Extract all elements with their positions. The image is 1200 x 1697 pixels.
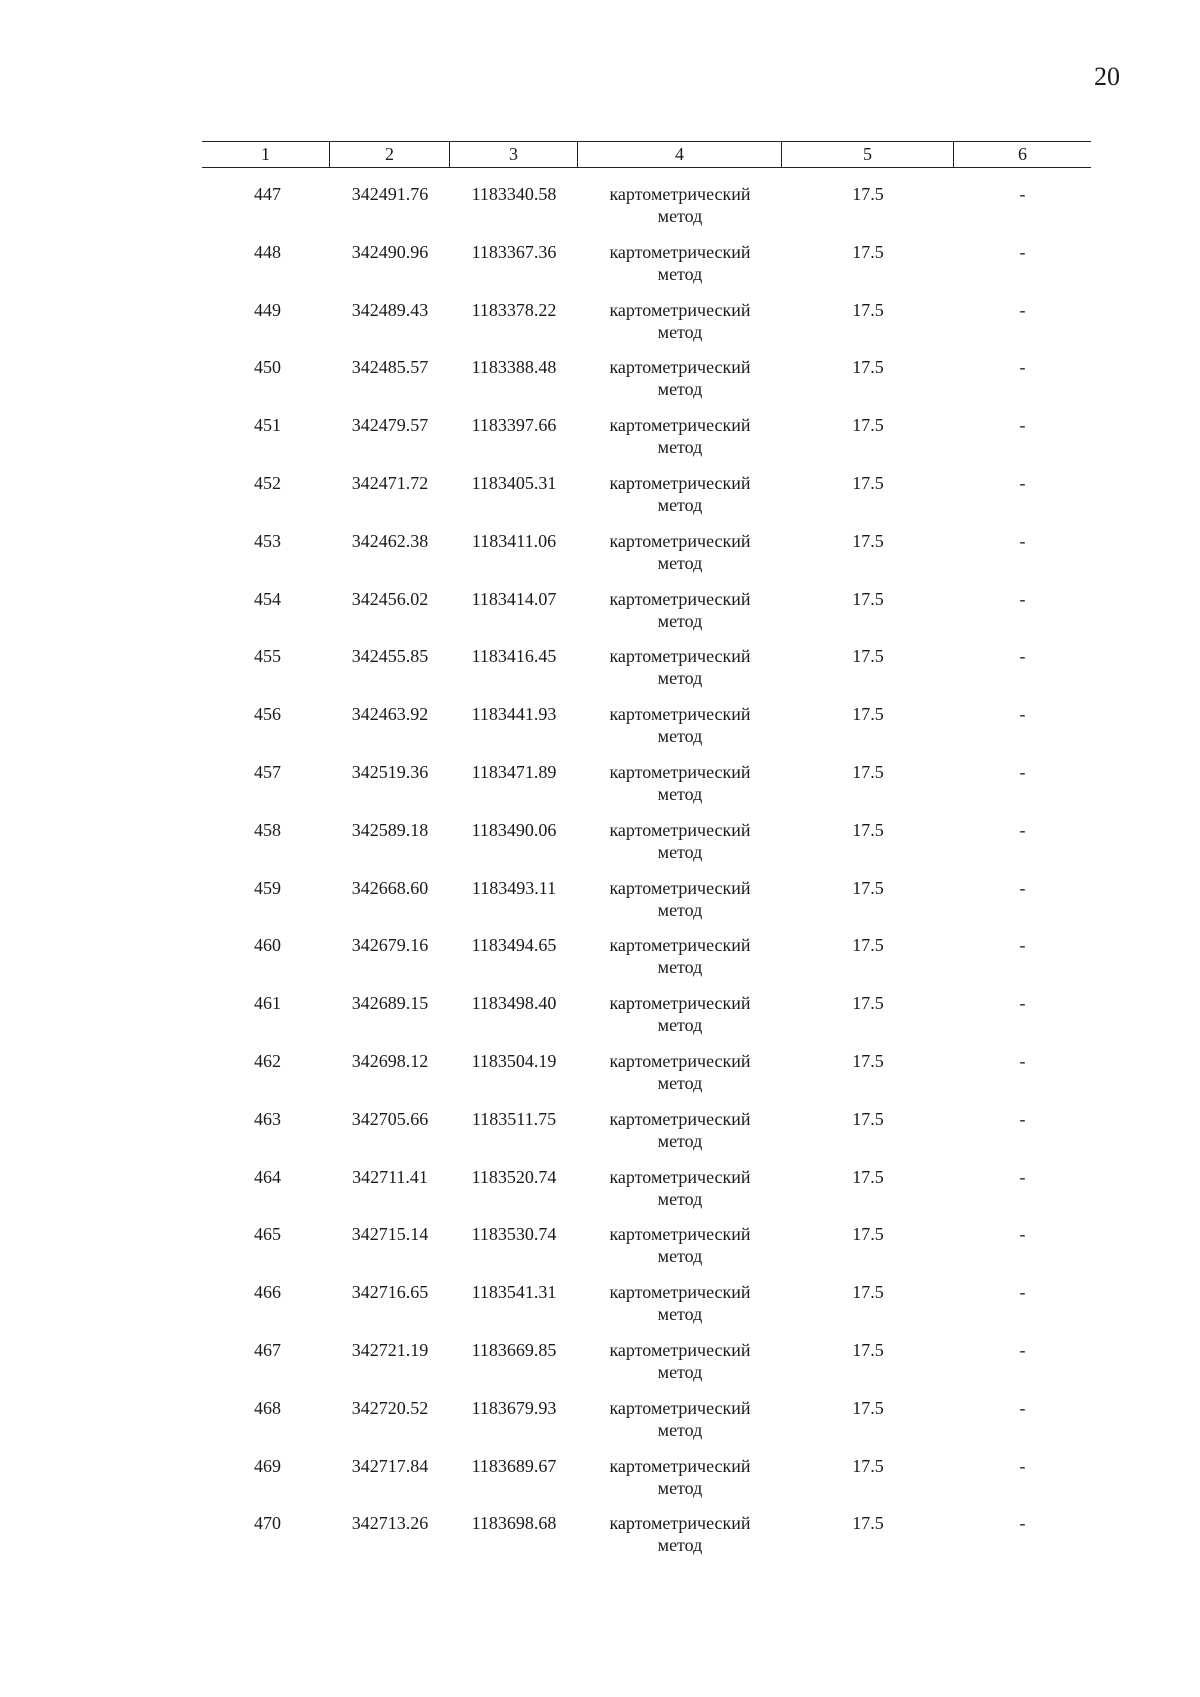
coordinate-y: 1183416.45 bbox=[471, 646, 557, 667]
accuracy: 17.5 bbox=[852, 1050, 884, 1071]
coordinate-y: 1183530.74 bbox=[471, 1224, 557, 1245]
method-line-1: картометрический bbox=[609, 761, 751, 782]
accuracy: 17.5 bbox=[852, 357, 884, 378]
coordinate-x: 342455.85 bbox=[351, 646, 429, 667]
coordinate-y: 1183493.11 bbox=[471, 877, 557, 898]
table-row bbox=[0, 183, 1200, 241]
coordinate-y: 1183397.66 bbox=[471, 415, 557, 436]
method-cell bbox=[578, 1050, 782, 1094]
accuracy: 17.5 bbox=[852, 241, 884, 262]
note: - bbox=[1019, 415, 1026, 436]
method-line-1: картометрический bbox=[609, 1455, 751, 1476]
method-line-2: метод bbox=[657, 1419, 703, 1440]
note: - bbox=[1019, 1224, 1026, 1245]
method-line-1: картометрический bbox=[609, 1166, 751, 1187]
note: - bbox=[1019, 993, 1026, 1014]
table-row bbox=[0, 1455, 1200, 1513]
point-number: 449 bbox=[254, 299, 281, 320]
method-line-1: картометрический bbox=[609, 530, 751, 551]
coordinate-x: 342462.38 bbox=[351, 530, 429, 551]
table-row bbox=[0, 819, 1200, 877]
point-number: 450 bbox=[254, 357, 281, 378]
accuracy: 17.5 bbox=[852, 1339, 884, 1360]
method-cell bbox=[578, 1339, 782, 1383]
method-cell bbox=[578, 356, 782, 400]
note: - bbox=[1019, 761, 1026, 782]
accuracy: 17.5 bbox=[852, 761, 884, 782]
coordinate-x: 342471.72 bbox=[351, 472, 429, 493]
note: - bbox=[1019, 1339, 1026, 1360]
table-row bbox=[0, 1166, 1200, 1224]
method-line-2: метод bbox=[657, 1535, 703, 1556]
method-line-2: метод bbox=[657, 1130, 703, 1151]
table-row bbox=[0, 1281, 1200, 1339]
method-line-2: метод bbox=[657, 1072, 703, 1093]
method-line-2: метод bbox=[657, 1246, 703, 1267]
point-number: 454 bbox=[254, 588, 281, 609]
method-line-2: метод bbox=[657, 726, 703, 747]
note: - bbox=[1019, 299, 1026, 320]
method-line-2: метод bbox=[657, 1188, 703, 1209]
method-cell bbox=[578, 877, 782, 921]
method-cell bbox=[578, 1455, 782, 1499]
note: - bbox=[1019, 935, 1026, 956]
accuracy: 17.5 bbox=[852, 1108, 884, 1129]
method-line-1: картометрический bbox=[609, 588, 751, 609]
method-cell bbox=[578, 645, 782, 689]
method-line-1: картометрический bbox=[609, 241, 751, 262]
point-number: 464 bbox=[254, 1166, 281, 1187]
method-cell bbox=[578, 414, 782, 458]
note: - bbox=[1019, 646, 1026, 667]
method-line-1: картометрический bbox=[609, 1108, 751, 1129]
point-number: 455 bbox=[254, 646, 281, 667]
accuracy: 17.5 bbox=[852, 1224, 884, 1245]
table-row bbox=[0, 414, 1200, 472]
method-cell bbox=[578, 299, 782, 343]
method-line-1: картометрический bbox=[609, 1224, 751, 1245]
note: - bbox=[1019, 1050, 1026, 1071]
method-line-2: метод bbox=[657, 263, 703, 284]
coordinate-y: 1183388.48 bbox=[471, 357, 557, 378]
method-cell bbox=[578, 1281, 782, 1325]
point-number: 466 bbox=[254, 1282, 281, 1303]
method-line-1: картометрический bbox=[609, 819, 751, 840]
header-col-6: 6 bbox=[1018, 144, 1027, 164]
point-number: 458 bbox=[254, 819, 281, 840]
table-row bbox=[0, 761, 1200, 819]
method-line-1: картометрический bbox=[609, 357, 751, 378]
table-row bbox=[0, 299, 1200, 357]
point-number: 470 bbox=[254, 1513, 281, 1534]
accuracy: 17.5 bbox=[852, 530, 884, 551]
note: - bbox=[1019, 588, 1026, 609]
method-line-2: метод bbox=[657, 610, 703, 631]
note: - bbox=[1019, 184, 1026, 204]
point-number: 465 bbox=[254, 1224, 281, 1245]
table-row bbox=[0, 1339, 1200, 1397]
table-row bbox=[0, 1223, 1200, 1281]
note: - bbox=[1019, 1166, 1026, 1187]
note: - bbox=[1019, 472, 1026, 493]
method-cell bbox=[578, 761, 782, 805]
coordinate-y: 1183498.40 bbox=[471, 993, 557, 1014]
method-line-2: метод bbox=[657, 379, 703, 400]
coordinate-y: 1183441.93 bbox=[471, 704, 557, 725]
note: - bbox=[1019, 241, 1026, 262]
method-line-1: картометрический bbox=[609, 704, 751, 725]
accuracy: 17.5 bbox=[852, 819, 884, 840]
point-number: 467 bbox=[254, 1339, 281, 1360]
point-number: 451 bbox=[254, 415, 281, 436]
header-col-2: 2 bbox=[330, 142, 450, 167]
coordinate-y: 1183490.06 bbox=[471, 819, 557, 840]
table-row bbox=[0, 1108, 1200, 1166]
method-line-2: метод bbox=[657, 206, 703, 226]
coordinate-x: 342720.52 bbox=[351, 1397, 429, 1418]
table-body bbox=[0, 183, 1200, 1570]
coordinate-y: 1183340.58 bbox=[471, 184, 557, 204]
method-cell bbox=[578, 1512, 782, 1556]
point-number: 460 bbox=[254, 935, 281, 956]
note: - bbox=[1019, 1513, 1026, 1534]
method-line-2: метод bbox=[657, 1477, 703, 1498]
method-cell bbox=[578, 588, 782, 632]
method-cell bbox=[578, 183, 782, 227]
coordinate-x: 342716.65 bbox=[351, 1282, 429, 1303]
method-cell bbox=[578, 1108, 782, 1152]
note: - bbox=[1019, 1282, 1026, 1303]
accuracy: 17.5 bbox=[852, 588, 884, 609]
coordinate-x: 342491.76 bbox=[351, 184, 429, 204]
point-number: 461 bbox=[254, 993, 281, 1014]
method-line-2: метод bbox=[657, 552, 703, 573]
method-cell bbox=[578, 530, 782, 574]
point-number: 453 bbox=[254, 530, 281, 551]
coordinate-x: 342589.18 bbox=[351, 819, 429, 840]
method-cell bbox=[578, 934, 782, 978]
table-row bbox=[0, 356, 1200, 414]
coordinate-x: 342485.57 bbox=[351, 357, 429, 378]
point-number: 463 bbox=[254, 1108, 281, 1129]
table-row bbox=[0, 241, 1200, 299]
point-number: 468 bbox=[254, 1397, 281, 1418]
method-line-2: метод bbox=[657, 957, 703, 978]
note: - bbox=[1019, 819, 1026, 840]
table-row bbox=[0, 530, 1200, 588]
accuracy: 17.5 bbox=[852, 1282, 884, 1303]
accuracy: 17.5 bbox=[852, 415, 884, 436]
method-cell bbox=[578, 703, 782, 747]
point-number: 457 bbox=[254, 761, 281, 782]
coordinate-x: 342698.12 bbox=[351, 1050, 429, 1071]
method-cell bbox=[578, 1397, 782, 1441]
accuracy: 17.5 bbox=[852, 704, 884, 725]
accuracy: 17.5 bbox=[852, 1397, 884, 1418]
method-cell bbox=[578, 819, 782, 863]
coordinate-y: 1183471.89 bbox=[471, 761, 557, 782]
method-cell bbox=[578, 1223, 782, 1267]
coordinate-x: 342721.19 bbox=[351, 1339, 429, 1360]
accuracy: 17.5 bbox=[852, 1455, 884, 1476]
method-line-2: метод bbox=[657, 1304, 703, 1325]
method-line-1: картометрический bbox=[609, 1050, 751, 1071]
coordinate-y: 1183367.36 bbox=[471, 241, 557, 262]
coordinate-x: 342463.92 bbox=[351, 704, 429, 725]
table-row bbox=[0, 877, 1200, 935]
accuracy: 17.5 bbox=[852, 184, 884, 204]
method-line-1: картометрический bbox=[609, 1397, 751, 1418]
note: - bbox=[1019, 1455, 1026, 1476]
note: - bbox=[1019, 704, 1026, 725]
method-line-1: картометрический bbox=[609, 646, 751, 667]
coordinate-y: 1183679.93 bbox=[471, 1397, 557, 1418]
coordinate-y: 1183520.74 bbox=[471, 1166, 557, 1187]
coordinate-x: 342490.96 bbox=[351, 241, 429, 262]
method-line-2: метод bbox=[657, 1015, 703, 1036]
method-line-2: метод bbox=[657, 1361, 703, 1382]
point-number: 448 bbox=[254, 241, 281, 262]
table-header bbox=[202, 141, 1091, 168]
table-row bbox=[0, 1050, 1200, 1108]
coordinate-x: 342705.66 bbox=[351, 1108, 429, 1129]
coordinate-x: 342679.16 bbox=[351, 935, 429, 956]
method-line-2: метод bbox=[657, 321, 703, 342]
method-line-1: картометрический bbox=[609, 877, 751, 898]
accuracy: 17.5 bbox=[852, 1513, 884, 1534]
method-line-1: картометрический bbox=[609, 1513, 751, 1534]
coordinate-x: 342717.84 bbox=[351, 1455, 429, 1476]
coordinate-y: 1183494.65 bbox=[471, 935, 557, 956]
table-row bbox=[0, 992, 1200, 1050]
coordinate-y: 1183698.68 bbox=[471, 1513, 557, 1534]
table-row bbox=[0, 703, 1200, 761]
method-line-2: метод bbox=[657, 841, 703, 862]
coordinate-x: 342489.43 bbox=[351, 299, 429, 320]
method-line-1: картометрический bbox=[609, 935, 751, 956]
point-number: 459 bbox=[254, 877, 281, 898]
table-row bbox=[0, 472, 1200, 530]
table-row bbox=[0, 1397, 1200, 1455]
coordinate-y: 1183511.75 bbox=[471, 1108, 557, 1129]
note: - bbox=[1019, 877, 1026, 898]
table-row bbox=[0, 645, 1200, 703]
coordinate-x: 342713.26 bbox=[351, 1513, 429, 1534]
table-row bbox=[0, 588, 1200, 646]
method-line-2: метод bbox=[657, 783, 703, 804]
method-line-2: метод bbox=[657, 494, 703, 515]
point-number: 456 bbox=[254, 704, 281, 725]
method-cell bbox=[578, 1166, 782, 1210]
method-line-1: картометрический bbox=[609, 1339, 751, 1360]
note: - bbox=[1019, 1108, 1026, 1129]
method-line-1: картометрический bbox=[609, 993, 751, 1014]
coordinate-x: 342479.57 bbox=[351, 415, 429, 436]
header-col-1: 1 bbox=[202, 142, 330, 167]
method-line-1: картометрический bbox=[609, 299, 751, 320]
method-cell bbox=[578, 241, 782, 285]
coordinate-y: 1183689.67 bbox=[471, 1455, 557, 1476]
accuracy: 17.5 bbox=[852, 935, 884, 956]
note: - bbox=[1019, 1397, 1026, 1418]
table-row bbox=[0, 1512, 1200, 1570]
accuracy: 17.5 bbox=[852, 1166, 884, 1187]
accuracy: 17.5 bbox=[852, 299, 884, 320]
header-col-4: 4 bbox=[578, 142, 782, 167]
method-cell bbox=[578, 992, 782, 1036]
note: - bbox=[1019, 357, 1026, 378]
coordinate-x: 342456.02 bbox=[351, 588, 429, 609]
accuracy: 17.5 bbox=[852, 646, 884, 667]
header-col-5: 5 bbox=[782, 142, 954, 167]
table-row bbox=[0, 934, 1200, 992]
point-number: 452 bbox=[254, 472, 281, 493]
coordinate-y: 1183669.85 bbox=[471, 1339, 557, 1360]
point-number: 462 bbox=[254, 1050, 281, 1071]
method-line-2: метод bbox=[657, 899, 703, 920]
coordinate-y: 1183378.22 bbox=[471, 299, 557, 320]
method-line-2: метод bbox=[657, 668, 703, 689]
accuracy: 17.5 bbox=[852, 993, 884, 1014]
coordinate-x: 342715.14 bbox=[351, 1224, 429, 1245]
method-line-1: картометрический bbox=[609, 184, 751, 204]
page-number: 20 bbox=[1094, 62, 1120, 91]
method-line-1: картометрический bbox=[609, 1282, 751, 1303]
coordinate-y: 1183414.07 bbox=[471, 588, 557, 609]
note: - bbox=[1019, 530, 1026, 551]
coordinate-x: 342689.15 bbox=[351, 993, 429, 1014]
point-number: 447 bbox=[254, 184, 281, 204]
method-line-2: метод bbox=[657, 437, 703, 458]
coordinate-y: 1183504.19 bbox=[471, 1050, 557, 1071]
coordinate-y: 1183411.06 bbox=[471, 530, 557, 551]
coordinate-x: 342668.60 bbox=[351, 877, 429, 898]
accuracy: 17.5 bbox=[852, 472, 884, 493]
header-col-3: 3 bbox=[450, 142, 578, 167]
method-line-1: картометрический bbox=[609, 472, 751, 493]
coordinate-y: 1183405.31 bbox=[471, 472, 557, 493]
accuracy: 17.5 bbox=[852, 877, 884, 898]
coordinate-x: 342519.36 bbox=[351, 761, 429, 782]
coordinate-x: 342711.41 bbox=[352, 1166, 428, 1187]
method-cell bbox=[578, 472, 782, 516]
coordinate-y: 1183541.31 bbox=[471, 1282, 557, 1303]
point-number: 469 bbox=[254, 1455, 281, 1476]
method-line-1: картометрический bbox=[609, 415, 751, 436]
